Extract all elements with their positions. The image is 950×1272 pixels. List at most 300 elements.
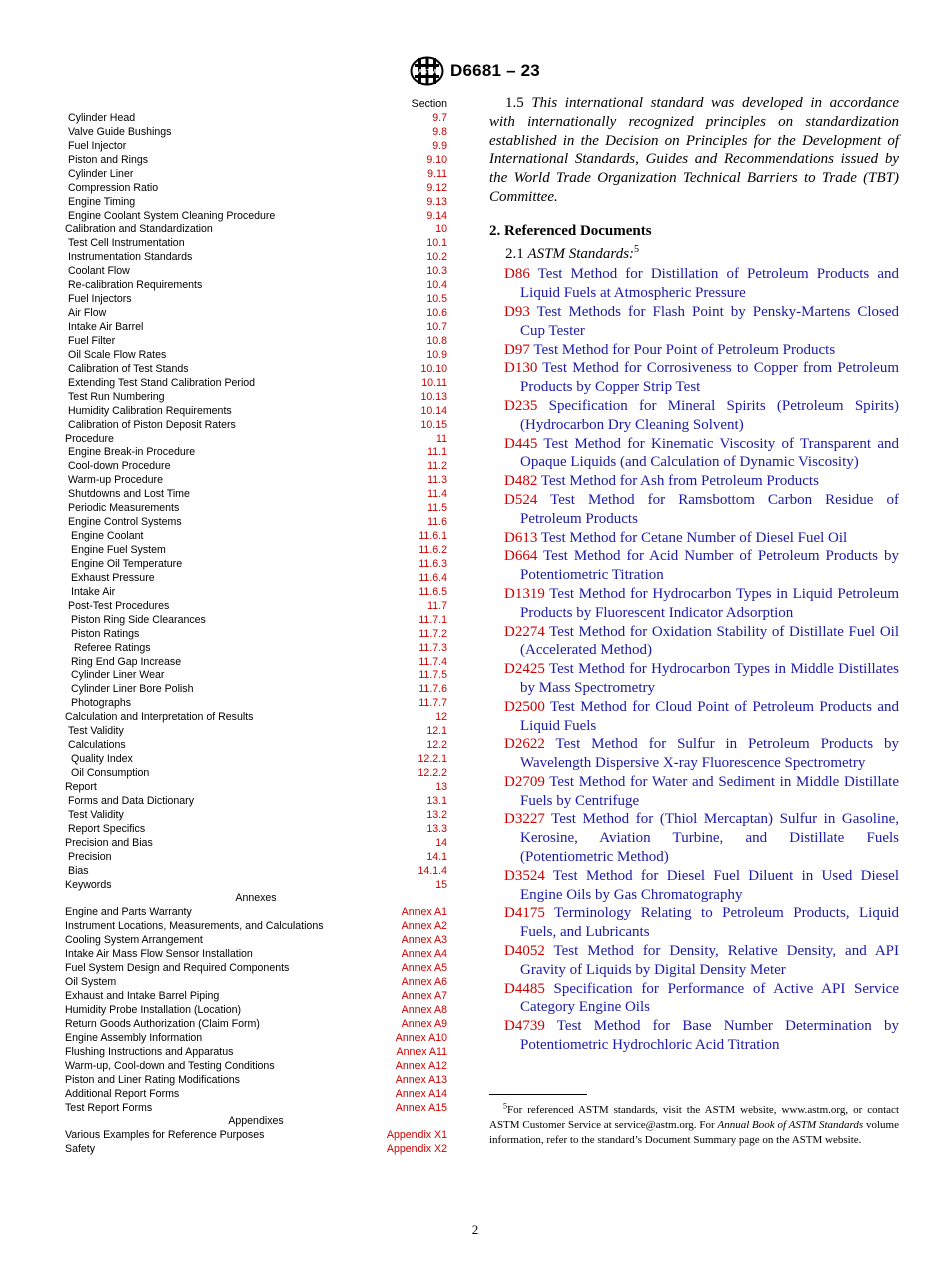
toc-row (65, 642, 447, 656)
toc-ref-link[interactable]: Annex A2 (401, 920, 447, 933)
toc-label: Cool-down Procedure (68, 460, 171, 473)
toc-ref-link[interactable]: 12.2 (426, 739, 447, 752)
toc-row (65, 502, 447, 516)
toc-ref-link[interactable]: 10.14 (420, 404, 447, 417)
toc-ref-link[interactable]: Annex A13 (395, 1073, 447, 1086)
toc-row (65, 976, 447, 990)
toc-ref-link[interactable]: Annex A11 (396, 1045, 447, 1058)
toc-label: Periodic Measurements (68, 502, 180, 515)
toc-ref-link[interactable]: 13.2 (426, 808, 447, 821)
standard-title-link[interactable]: Test Method for Density, Relative Density, and API Gravity of Liquids by Digital Density Meter (520, 943, 899, 978)
paragraph-text: This international standard was developed in accordance with internationally recognized principles on standardization established in the Decision on Principles for the Development of International Standards, Guides and Recommendations issued by the World Trade Organization Technical Barriers to Trade (TBT) Committee. (489, 95, 900, 205)
toc-row (65, 879, 447, 893)
toc-label: Piston Ring Side Clearances (71, 613, 206, 626)
toc-label: Quality Index (71, 753, 133, 766)
standard-reference[interactable] (489, 735, 899, 773)
toc-ref-link[interactable]: 10.13 (420, 390, 447, 403)
standards-list (489, 265, 899, 1054)
standard-code-link[interactable]: D613 (504, 529, 538, 546)
toc-ref-link[interactable]: Annex A4 (401, 948, 447, 961)
standard-title-link[interactable]: Test Method for Hydrocarbon Types in Liquid Petroleum Products by Fluorescent Indicator Adsorption (520, 585, 900, 621)
toc-label: Instrumentation Standards (68, 251, 193, 264)
standard-reference[interactable] (489, 341, 899, 360)
toc-ref-link[interactable]: 10.3 (426, 265, 447, 278)
toc-ref-link[interactable]: Annex A9 (401, 1017, 447, 1030)
toc-label: Valve Guide Bushings (68, 125, 172, 138)
standard-title-link[interactable]: Test Method for Diesel Fuel Diluent in Used Diesel Engine Oils by Gas Chromatography (520, 867, 899, 903)
toc-ref-link[interactable]: 10.9 (426, 348, 447, 361)
toc-row (65, 405, 447, 419)
standard-code-link[interactable]: D97 (504, 341, 530, 358)
standard-reference[interactable] (489, 867, 899, 905)
toc-label: Calculations (68, 739, 126, 752)
standard-reference[interactable] (489, 303, 899, 341)
standard-code-link[interactable]: D3524 (504, 867, 545, 884)
standard-reference[interactable] (489, 472, 899, 491)
toc-ref-link[interactable]: 11.5 (427, 502, 447, 515)
toc-label: Humidity Probe Installation (Location) (65, 1003, 242, 1016)
toc-row (65, 683, 447, 697)
standard-reference[interactable] (489, 265, 899, 303)
toc-label: Test Report Forms (65, 1101, 153, 1114)
toc-ref-link[interactable]: 10.7 (426, 321, 447, 333)
toc-row (65, 433, 447, 447)
toc-label: Warm-up Procedure (68, 474, 163, 487)
toc-ref-link[interactable]: Annex A8 (401, 1003, 447, 1016)
toc-ref-link[interactable]: Annex A15 (395, 1101, 447, 1114)
toc-ref-link[interactable]: 12.2.1 (417, 753, 447, 766)
toc-label: Intake Air (71, 585, 116, 598)
toc-label: Additional Report Forms (65, 1087, 180, 1100)
footnote-rule (489, 1094, 587, 1095)
toc-row (65, 182, 447, 196)
toc-row (65, 349, 447, 363)
toc-ref-link[interactable]: 11.6.1 (418, 530, 447, 543)
subsection-2-1 (489, 245, 899, 264)
toc-row (65, 210, 447, 224)
toc-row (65, 739, 447, 753)
toc-ref-link[interactable]: 11.7 (427, 599, 447, 612)
toc-label: Calibration and Standardization (65, 223, 213, 236)
subsection-number: 2.1 (505, 245, 524, 262)
toc-ref-link[interactable]: 12 (435, 711, 447, 724)
toc-row (65, 851, 447, 865)
toc-label: Piston Ratings (71, 627, 140, 640)
toc-row (65, 669, 447, 683)
toc-section-heading: Section (411, 98, 447, 110)
toc-label: Flushing Instructions and Apparatus (65, 1045, 234, 1058)
toc-label: Calibration of Piston Deposit Raters (68, 418, 236, 431)
standard-reference[interactable] (489, 529, 899, 548)
standard-reference[interactable] (489, 1017, 899, 1055)
page-number: 2 (471, 1222, 479, 1237)
toc-label: Air Flow (68, 307, 107, 320)
standard-title-link[interactable]: Test Methods for Flash Point by Pensky-Martens Closed Cup Tester (520, 303, 900, 339)
toc-row (65, 948, 447, 962)
toc-label: Return Goods Authorization (Claim Form) (65, 1017, 260, 1030)
standard-title-link[interactable]: Test Method for Acid Number of Petroleum Products by Potentiometric Titration (520, 548, 899, 584)
standard-reference[interactable] (489, 980, 899, 1018)
toc-ref-link[interactable]: 9.14 (426, 209, 447, 222)
toc-ref-link[interactable]: 9.7 (432, 111, 447, 124)
toc-ref-link[interactable]: Annex A14 (395, 1087, 447, 1100)
toc-label: Shutdowns and Lost Time (68, 488, 190, 501)
toc-ref-link[interactable]: 12.1 (426, 725, 447, 738)
standard-code-link[interactable]: D524 (504, 491, 538, 508)
toc-ref-link[interactable]: 11.6.4 (418, 571, 447, 584)
toc-ref-link[interactable]: 15 (435, 878, 447, 891)
standard-title-link[interactable]: Test Method for Corrosiveness to Copper from Petroleum Products by Copper Strip Test (520, 360, 899, 396)
standard-reference[interactable] (489, 904, 899, 942)
toc-label: Oil Scale Flow Rates (68, 348, 167, 361)
toc-label: Compression Ratio (68, 181, 159, 194)
standard-reference[interactable] (489, 810, 899, 866)
toc-ref-link[interactable]: 11.7.2 (418, 627, 447, 640)
toc-label: Various Examples for Reference Purposes (65, 1129, 265, 1142)
standard-code-link[interactable]: D2622 (504, 736, 545, 753)
standard-title-link[interactable]: Terminology Relating to Petroleum Products, Liquid Fuels, and Lubricants (520, 905, 899, 941)
toc-row (65, 572, 447, 586)
standard-code-link[interactable]: D2500 (504, 698, 545, 715)
toc-row (65, 377, 447, 391)
toc-row (65, 446, 447, 460)
standard-code-link[interactable]: D4052 (504, 943, 545, 960)
toc-label: Intake Air Barrel (68, 321, 144, 333)
toc-label: Engine Timing (68, 195, 136, 208)
toc-ref-link[interactable]: 11.6.3 (418, 557, 447, 570)
toc-row (65, 656, 447, 670)
standard-code-link[interactable]: D4485 (504, 980, 545, 997)
toc-label: Report (65, 780, 97, 793)
toc-row (65, 711, 447, 725)
toc-label: Cylinder Liner Wear (71, 669, 165, 682)
toc-row (65, 140, 447, 154)
toc-row (65, 795, 447, 809)
toc-label: Keywords (65, 878, 112, 891)
toc-ref-link[interactable]: 10.2 (426, 251, 447, 264)
toc-row (65, 1088, 447, 1102)
toc-label: Fuel Injectors (68, 293, 132, 306)
standard-title-link[interactable]: Specification for Performance of Active API Service Category Engine Oils (520, 980, 899, 1016)
toc-label: Calibration of Test Stands (68, 362, 189, 375)
toc-label: Procedure (65, 432, 114, 445)
toc-ref-link[interactable]: 13 (435, 780, 447, 793)
toc-row (65, 1102, 447, 1116)
toc-label: Ring End Gap Increase (71, 655, 182, 668)
toc-row (65, 962, 447, 976)
toc-row (65, 196, 447, 210)
toc-label: Re-calibration Requirements (68, 279, 203, 292)
toc-row (65, 1032, 447, 1046)
toc-row (65, 474, 447, 488)
toc-row (65, 530, 447, 544)
toc-label: Report Specifics (68, 822, 146, 835)
toc-label: Cylinder Liner (68, 167, 134, 180)
toc-label: Photographs (71, 697, 132, 710)
toc-label: Engine Control Systems (68, 516, 182, 529)
toc-row (65, 753, 447, 767)
standard-title-link[interactable]: Test Method for (Thiol Mercaptan) Sulfur in Gasoline, Kerosine, Aviation Turbine, and Distillate Fuels (Potentiometric Method) (520, 811, 899, 866)
toc-row (65, 460, 447, 474)
toc-label: Test Validity (68, 725, 124, 738)
toc-label: Fuel Injector (68, 139, 127, 152)
paragraph-number: 1.5 (505, 95, 524, 111)
toc-row (65, 307, 447, 321)
toc-row (65, 363, 447, 377)
toc-ref-link[interactable]: 10.8 (426, 334, 447, 347)
toc-label: Forms and Data Dictionary (68, 794, 194, 807)
toc-ref-link[interactable]: 9.13 (426, 195, 447, 208)
toc-ref-link[interactable]: 11.2 (427, 460, 447, 473)
toc-row (65, 154, 447, 168)
standard-reference[interactable] (489, 942, 899, 980)
toc-ref-link[interactable]: 11.7.7 (418, 697, 447, 710)
toc-row (65, 1143, 447, 1157)
toc-ref-link[interactable]: Annex A3 (401, 934, 447, 947)
toc-ref-link[interactable]: 10.11 (421, 376, 447, 389)
toc-ref-link[interactable]: 14.1 (426, 850, 447, 863)
toc-label: Coolant Flow (68, 265, 130, 278)
standard-code-link[interactable]: D482 (504, 473, 538, 490)
right-column (489, 94, 899, 1055)
toc-ref-link[interactable]: Appendix X1 (386, 1129, 447, 1142)
standard-code-link[interactable]: D2709 (504, 773, 545, 790)
toc-annexes-heading: Annexes (235, 892, 277, 905)
toc-ref-link[interactable]: 11.7.1 (418, 613, 447, 626)
footnote-text: For referenced ASTM standards, visit the ASTM website, www.astm.org, or contact ASTM Customer Service at service@astm.org. For (489, 1104, 899, 1131)
footnote-marker: 5 (503, 1101, 507, 1111)
toc-label: Engine Assembly Information (65, 1031, 203, 1044)
standard-code-link[interactable]: D130 (504, 360, 538, 377)
standard-code-link[interactable]: D235 (504, 397, 538, 414)
toc-label: Test Cell Instrumentation (68, 237, 185, 250)
standard-title-link[interactable]: Test Method for Kinematic Viscosity of Transparent and Opaque Liquids (and Calculation of Dynamic Viscosity) (520, 435, 899, 471)
page-header (0, 56, 950, 91)
toc-row (65, 251, 447, 265)
toc-row (65, 544, 447, 558)
toc-row (65, 335, 447, 349)
standard-reference[interactable] (489, 435, 899, 473)
standard-code-link[interactable]: D4739 (504, 1018, 545, 1035)
toc-ref-link[interactable]: 9.9 (432, 139, 447, 152)
toc-ref-link[interactable]: 11.3 (427, 474, 447, 487)
toc-ref-link[interactable]: 11.7.3 (418, 641, 447, 654)
standard-title-link[interactable]: Test Method for Hydrocarbon Types in Middle Distillates by Mass Spectrometry (520, 661, 900, 696)
standard-code-link[interactable]: D2425 (504, 661, 545, 678)
toc-row (65, 600, 447, 614)
toc-ref-link[interactable]: 9.8 (432, 125, 447, 138)
toc-ref-link[interactable]: Annex A1 (401, 906, 447, 919)
toc-row (65, 1046, 447, 1060)
toc-label: Cylinder Liner Bore Polish (71, 683, 194, 696)
toc-row (65, 865, 447, 879)
toc-row (65, 906, 447, 920)
standard-code-link[interactable]: D4175 (504, 905, 545, 922)
standard-code-link[interactable]: D93 (504, 303, 530, 320)
toc-label: Piston and Liner Rating Modifications (65, 1073, 240, 1086)
standard-reference[interactable] (489, 698, 899, 736)
toc-ref-link[interactable]: 10.15 (420, 418, 447, 431)
standard-reference[interactable] (489, 585, 899, 623)
standard-code-link[interactable]: D86 (504, 266, 530, 283)
toc-label: Precision (68, 850, 112, 863)
standard-reference[interactable] (489, 491, 899, 529)
toc-label: Oil System (65, 976, 117, 989)
toc-ref-link[interactable]: Annex A5 (401, 962, 447, 975)
toc-label: Exhaust Pressure (71, 571, 155, 584)
toc-ref-link[interactable]: 10.1 (426, 237, 447, 250)
toc-row (65, 628, 447, 642)
toc-row (65, 767, 447, 781)
footnote-ref[interactable]: 5 (634, 243, 640, 255)
standard-title-link[interactable]: Test Method for Ash from Petroleum Products (540, 473, 819, 490)
standard-title-link[interactable]: Test Method for Water and Sediment in Middle Distillate Fuels by Centrifuge (520, 773, 899, 809)
toc-label: Engine Break-in Procedure (68, 446, 196, 459)
toc-ref-link[interactable]: 10.5 (426, 293, 447, 306)
toc-ref-link[interactable]: 9.11 (427, 167, 447, 180)
toc-ref-link[interactable]: 10.4 (426, 279, 447, 292)
toc-row (65, 223, 447, 237)
standard-title-link[interactable]: Test Method for Cetane Number of Diesel Fuel Oil (540, 529, 848, 546)
table-of-contents (65, 98, 447, 1157)
toc-ref-link[interactable]: 13.1 (426, 794, 447, 807)
toc-row (65, 725, 447, 739)
toc-label: Extending Test Stand Calibration Period (68, 376, 256, 389)
toc-label: Bias (68, 864, 89, 877)
toc-row (65, 990, 447, 1004)
standard-title-link[interactable]: Test Method for Distillation of Petroleum Products and Liquid Fuels at Atmospheric Pressure (520, 266, 899, 302)
toc-ref-link[interactable]: Annex A7 (401, 990, 447, 1002)
toc-row (65, 1004, 447, 1018)
toc-row (65, 823, 447, 837)
toc-label: Safety (65, 1143, 96, 1156)
standard-title-link[interactable]: Test Method for Cloud Point of Petroleum Products and Liquid Fuels (520, 698, 899, 734)
toc-label: Test Run Numbering (68, 390, 165, 403)
toc-label: Precision and Bias (65, 836, 153, 849)
toc-ref-link[interactable]: 9.12 (426, 181, 447, 194)
standard-reference[interactable] (489, 623, 899, 661)
toc-label: Referee Ratings (74, 641, 151, 654)
toc-row (65, 920, 447, 934)
toc-row (65, 1129, 447, 1143)
toc-ref-link[interactable]: 11.6.2 (418, 544, 447, 556)
standard-title-link[interactable]: Test Method for Sulfur in Petroleum Products by Wavelength Dispersive X-ray Fluorescence Spectrometry (520, 736, 899, 772)
standard-title-link[interactable]: Test Method for Ramsbottom Carbon Residue of Petroleum Products (520, 491, 899, 527)
toc-row (65, 934, 447, 948)
toc-label: Test Validity (68, 808, 124, 821)
subsection-label: ASTM Standards: (527, 245, 635, 262)
toc-ref-link[interactable]: 11.7.4 (418, 655, 447, 668)
toc-ref-link[interactable]: 9.10 (426, 153, 447, 166)
toc-ref-link[interactable]: 14 (435, 836, 447, 849)
standard-title-link[interactable]: Test Method for Pour Point of Petroleum Products (533, 341, 836, 358)
standard-title-link[interactable]: Test Method for Oxidation Stability of Distillate Fuel Oil (Accelerated Method) (520, 623, 899, 659)
toc-label: Engine and Parts Warranty (65, 906, 192, 919)
toc-ref-link[interactable]: 11.4 (427, 488, 447, 501)
toc-ref-link[interactable]: 11 (436, 432, 447, 445)
footnote-italic: Annual Book of ASTM Standards (717, 1119, 864, 1131)
toc-row (65, 391, 447, 405)
toc-row (65, 419, 447, 433)
standard-reference[interactable] (489, 359, 899, 397)
standard-reference[interactable] (489, 660, 899, 698)
toc-row (65, 126, 447, 140)
toc-section-heading-row (65, 98, 447, 112)
toc-label: Engine Fuel System (71, 544, 166, 556)
toc-ref-link[interactable]: Appendix X2 (386, 1143, 447, 1156)
toc-ref-link[interactable]: 12.2.2 (417, 767, 447, 779)
toc-ref-link[interactable]: 11.7.6 (418, 683, 447, 696)
toc-row (65, 293, 447, 307)
toc-ref-link[interactable]: Annex A12 (395, 1059, 447, 1072)
toc-row (65, 1018, 447, 1032)
toc-ref-link[interactable]: 11.6.5 (418, 585, 447, 598)
astm-logo-icon (410, 56, 444, 86)
toc-label: Post-Test Procedures (68, 599, 170, 612)
toc-row (65, 1074, 447, 1088)
toc-label: Engine Oil Temperature (71, 557, 183, 570)
toc-label: Engine Coolant System Cleaning Procedure (68, 209, 276, 222)
toc-ref-link[interactable]: 10 (435, 223, 447, 236)
toc-ref-link[interactable]: 10.10 (420, 362, 447, 375)
toc-row (65, 809, 447, 823)
toc-row (65, 321, 447, 335)
toc-row (65, 488, 447, 502)
toc-row (65, 586, 447, 600)
toc-row (65, 558, 447, 572)
standard-reference[interactable] (489, 773, 899, 811)
toc-appendixes-heading: Appendixes (228, 1115, 284, 1128)
toc-label: Exhaust and Intake Barrel Piping (65, 990, 220, 1002)
toc-label: Humidity Calibration Requirements (68, 404, 232, 417)
footnote-text-end: volume information, refer to the standard’s Document Summary page on the ASTM website. (489, 1119, 899, 1146)
toc-row (65, 1060, 447, 1074)
toc-row (65, 781, 447, 795)
toc-label: Piston and Rings (68, 153, 149, 166)
toc-label: Engine Coolant (71, 530, 144, 543)
toc-ref-link[interactable]: 11.7.5 (418, 669, 447, 682)
toc-ref-link[interactable]: Annex A10 (395, 1031, 447, 1044)
toc-label: Oil Consumption (71, 767, 150, 779)
toc-ref-link[interactable]: Annex A6 (401, 976, 447, 989)
standard-reference[interactable] (489, 397, 899, 435)
standard-title-link[interactable]: Test Method for Base Number Determination by Potentiometric Hydrochloric Acid Titration (520, 1018, 899, 1054)
toc-row (65, 697, 447, 711)
toc-row (65, 168, 447, 182)
toc-row (65, 516, 447, 530)
toc-label: Cooling System Arrangement (65, 934, 203, 947)
standard-reference[interactable] (489, 547, 899, 585)
standard-code-link[interactable]: D1319 (504, 585, 545, 602)
toc-ref-link[interactable]: 14.1.4 (417, 864, 447, 877)
toc-row (65, 265, 447, 279)
standard-code-link[interactable]: D3227 (504, 811, 545, 828)
toc-label: Cylinder Head (68, 111, 136, 124)
toc-label: Intake Air Mass Flow Sensor Installation (65, 948, 253, 961)
standard-title-link[interactable]: Specification for Mineral Spirits (Petroleum Spirits) (Hydrocarbon Dry Cleaning Solvent) (520, 397, 899, 433)
toc-label: Warm-up, Cool-down and Testing Conditions (65, 1059, 275, 1072)
section-title: 2. Referenced Documents (489, 222, 652, 239)
paragraph-1-5 (489, 94, 899, 207)
standard-code-link[interactable]: D445 (504, 435, 538, 452)
toc-row (65, 237, 447, 251)
toc-ref-link[interactable]: 13.3 (426, 822, 447, 835)
toc-ref-link[interactable]: 11.1 (427, 446, 447, 459)
standard-code-link[interactable]: D664 (504, 548, 538, 565)
toc-ref-link[interactable]: 11.6 (427, 516, 447, 529)
toc-ref-link[interactable]: 10.6 (426, 307, 447, 320)
standard-code-link[interactable]: D2274 (504, 623, 545, 640)
